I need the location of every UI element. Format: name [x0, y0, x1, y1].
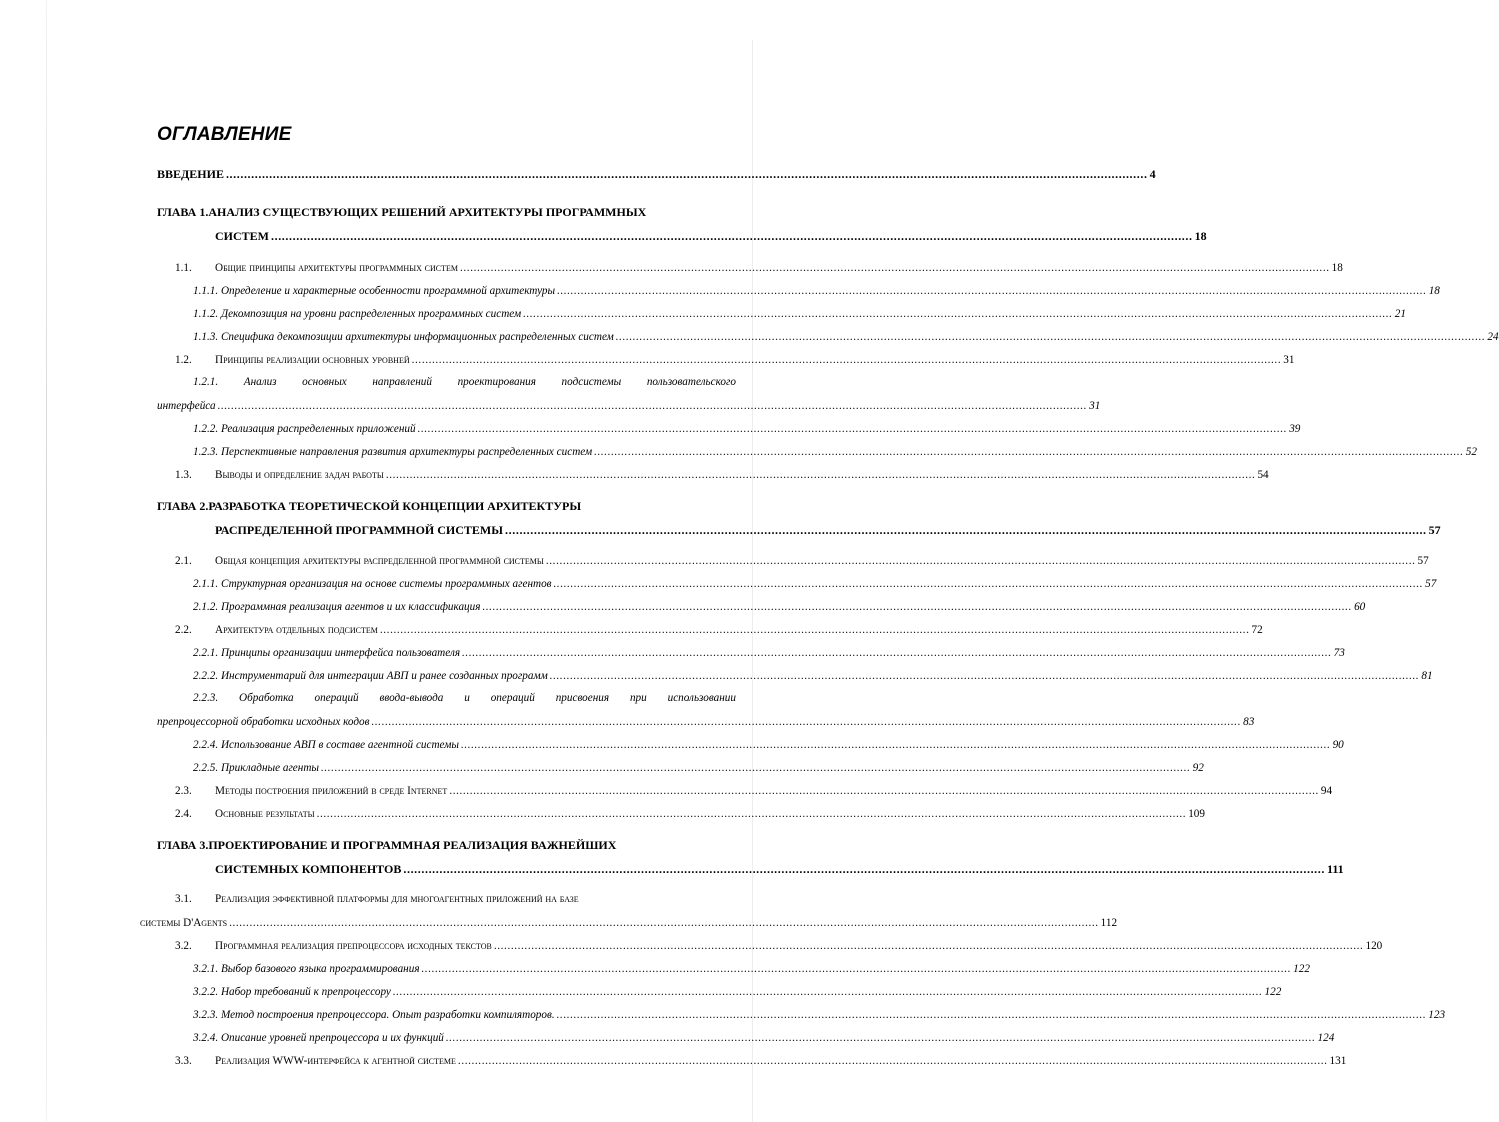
toc-entry-chapter-3[interactable]: СИСТЕМНЫХ КОМПОНЕНТОВ ..... 111 — [215, 862, 736, 876]
toc-entry-2-2-5[interactable]: 2.2.5. Прикладные агенты ..... 92 — [193, 761, 736, 775]
toc-entry-2-1-1[interactable]: 2.1.1. Структурная организация на основе системы программных агентов ..... 57 — [193, 577, 736, 591]
toc-entry-1-1-3[interactable]: 1.1.3. Специфика декомпозиции архитектуры информационных распределенных систем ..... 24 — [193, 330, 736, 344]
toc-entry-1-2-2[interactable]: 1.2.2. Реализация распределенных приложений ..... 39 — [193, 422, 736, 436]
toc-entry-chapter-1[interactable]: СИСТЕМ ..... 18 — [215, 229, 736, 243]
toc-entry-1-2-1-line1[interactable]: 1.2.1. Анализ основных направлений проектирования подсистемы пользовательского — [193, 376, 736, 388]
chapter-1-heading[interactable]: ГЛАВА 1.АНАЛИЗ СУЩЕСТВУЮЩИХ РЕШЕНИЙ АРХИТЕКТУРЫ ПРОГРАММНЫХ — [157, 205, 647, 219]
chapter-2-heading[interactable]: ГЛАВА 2.РАЗРАБОТКА ТЕОРЕТИЧЕСКОЙ КОНЦЕПЦИИ АРХИТЕКТУРЫ — [157, 499, 582, 513]
chapter-3-heading[interactable]: ГЛАВА 3.ПРОЕКТИРОВАНИЕ И ПРОГРАММНАЯ РЕАЛИЗАЦИЯ ВАЖНЕЙШИХ — [157, 838, 617, 852]
toc-entry-2-2-2[interactable]: 2.2.2. Инструментарий для интеграции АВП и ранее созданных программ ..... 81 — [193, 669, 736, 683]
toc-entry-1-2-1[interactable]: интерфейса ..... 31 — [157, 399, 736, 413]
toc-entry-1-2-3[interactable]: 1.2.3. Перспективные направления развития архитектуры распределенных систем ..... 52 — [193, 445, 736, 459]
toc-entry-intro[interactable]: ВВЕДЕНИЕ ..... 4 — [157, 167, 736, 181]
toc-entry-3-2-1[interactable]: 3.2.1. Выбор базового языка программирования ..... 122 — [193, 962, 736, 976]
toc-entry-3-2-4[interactable]: 3.2.4. Описание уровней препроцессора и их функций ..... 124 — [193, 1031, 736, 1045]
toc-entry-2-1-2[interactable]: 2.1.2. Программная реализация агентов и их классификация ..... 60 — [193, 600, 736, 614]
toc-entry-3-2-3[interactable]: 3.2.3. Метод построения препроцессора. Опыт разработки компиляторов. ..... 123 — [193, 1008, 736, 1022]
toc-entry-1-1-2[interactable]: 1.1.2. Декомпозиция на уровни распределенных программных систем ..... 21 — [193, 307, 736, 321]
toc-entry-chapter-2[interactable]: РАСПРЕДЕЛЕННОЙ ПРОГРАММНОЙ СИСТЕМЫ ..... 57 — [215, 523, 736, 537]
toc-entry-2-2-3[interactable]: препроцессорной обработки исходных кодов ..... 83 — [157, 715, 736, 729]
toc-entry-3-2-2[interactable]: 3.2.2. Набор требований к препроцессору ..... 122 — [193, 985, 736, 999]
toc-entry-3-2[interactable]: 3.2. Программная реализация препроцессора исходных текстов ..... 120 — [175, 939, 736, 953]
toc-entry-1-1[interactable]: 1.1. Общие принципы архитектуры программных систем ..... 18 — [175, 261, 736, 275]
toc-entry-2-2-4[interactable]: 2.2.4. Использование АВП в составе агентной системы ..... 90 — [193, 738, 736, 752]
toc-entry-1-1-1[interactable]: 1.1.1. Определение и характерные особенности программной архитектуры ..... 18 — [193, 284, 736, 298]
toc-entry-2-4[interactable]: 2.4. Основные результаты ..... 109 — [175, 807, 736, 821]
toc-entry-3-1-line1[interactable]: 3.1. Реализация эффективной платформы для многоагентных приложений на базе — [175, 893, 579, 905]
toc-entry-2-2-1[interactable]: 2.2.1. Принципы организации интерфейса пользователя ..... 73 — [193, 646, 736, 660]
toc-entry-3-3[interactable]: 3.3. Реализация WWW-интерфейса к агентной системе ..... 131 — [175, 1054, 736, 1068]
toc-entry-1-2[interactable]: 1.2. Принципы реализации основных уровней ..... 31 — [175, 353, 736, 367]
toc-entry-2-1[interactable]: 2.1. Общая концепция архитектуры распределенной программной системы ..... 57 — [175, 554, 736, 568]
page-title: ОГЛАВЛЕНИЕ — [157, 124, 292, 145]
binding-edge — [46, 0, 47, 1122]
toc-entry-1-3[interactable]: 1.3. Выводы и определение задач работы ..... 54 — [175, 468, 736, 482]
toc-entry-3-1[interactable]: системы D'Agents ..... 112 — [140, 916, 736, 930]
toc-entry-2-3[interactable]: 2.3. Методы построения приложений в среде Internet ..... 94 — [175, 784, 736, 798]
toc-entry-2-2[interactable]: 2.2. Архитектура отдельных подсистем ..... 72 — [175, 623, 736, 637]
toc-entry-2-2-3-line1[interactable]: 2.2.3. Обработка операций ввода-вывода и операций присвоения при использовании — [193, 692, 736, 704]
